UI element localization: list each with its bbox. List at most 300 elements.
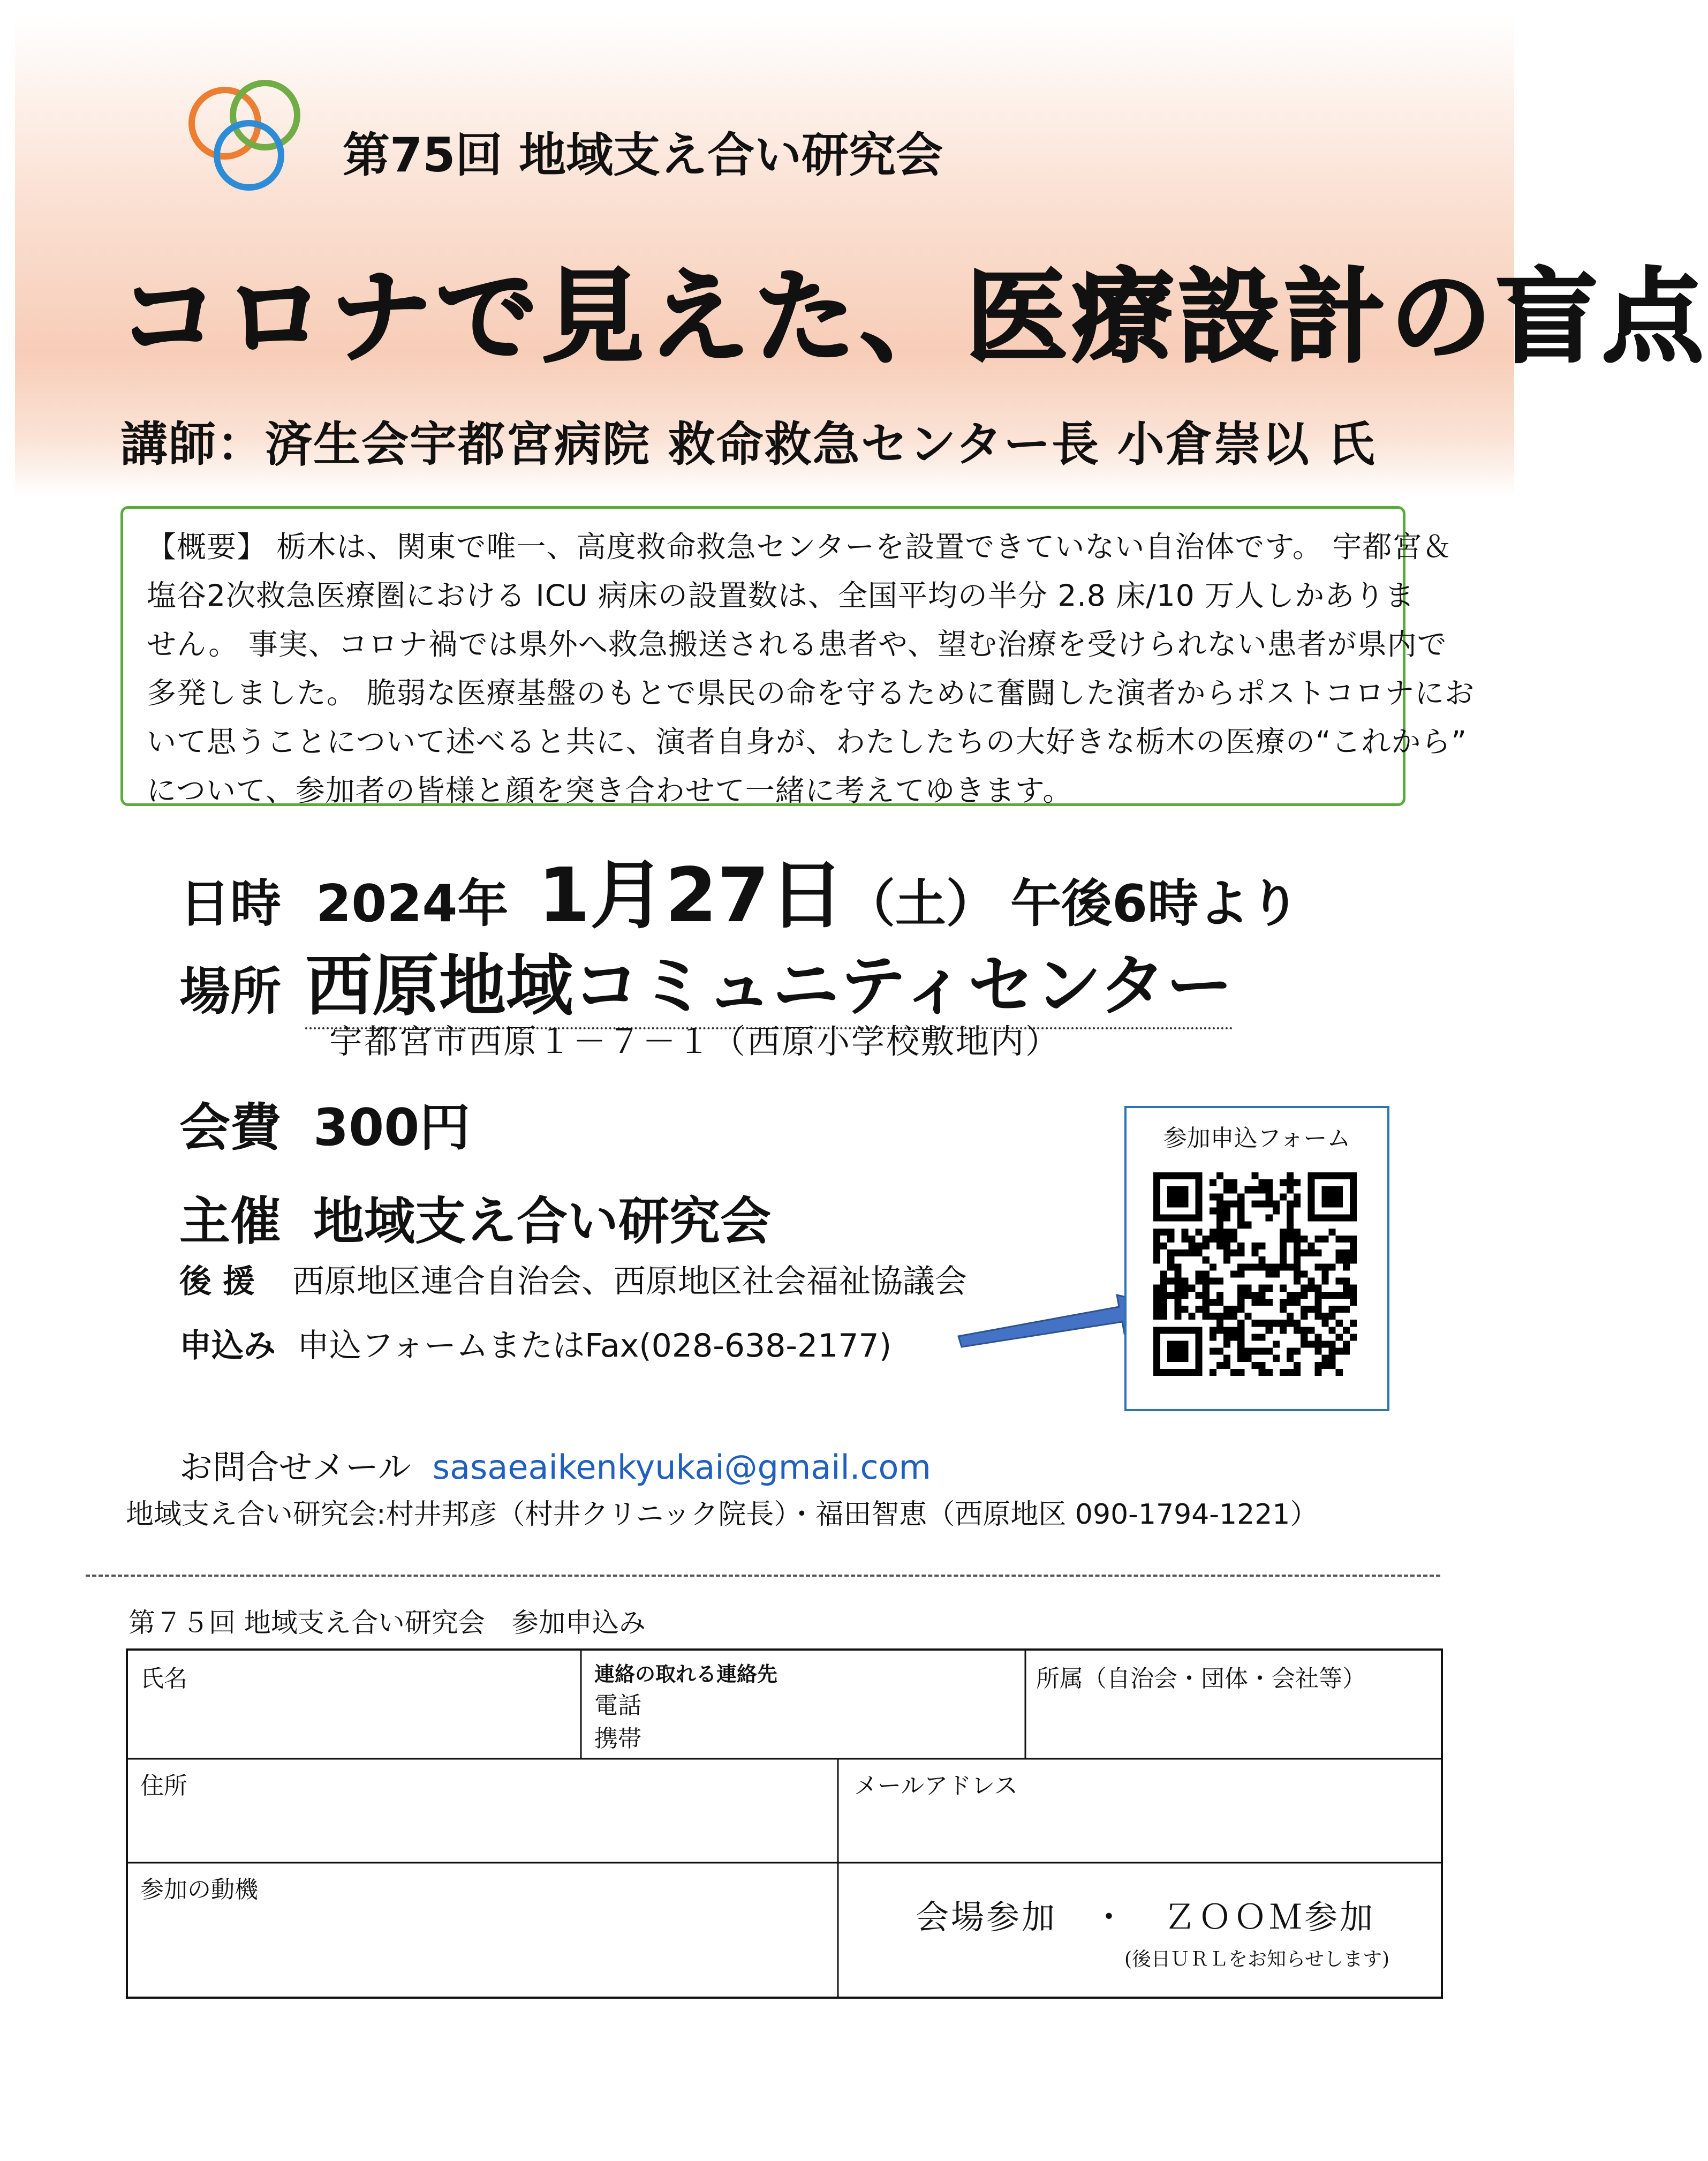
qr-module (1210, 1278, 1216, 1285)
qr-module (1167, 1278, 1174, 1285)
qr-module (1210, 1193, 1216, 1200)
qr-module (1294, 1369, 1301, 1376)
qr-module (1237, 1334, 1244, 1341)
qr-module (1153, 1299, 1160, 1306)
qr-module (1230, 1270, 1237, 1277)
qr-module (1251, 1243, 1258, 1249)
qr-module (1210, 1179, 1216, 1186)
qr-module (1343, 1292, 1350, 1299)
overview-line: について、参加者の皆様と顔を突き合わせて一緒に考えてゆきます。 (147, 773, 1073, 808)
green-circle (233, 83, 297, 147)
qr-module (1266, 1179, 1273, 1186)
qr-module (1343, 1285, 1350, 1292)
qr-module (1244, 1348, 1251, 1355)
qr-module (1230, 1200, 1237, 1207)
qr-module (1216, 1348, 1223, 1355)
qr-module (1230, 1186, 1237, 1193)
qr-module (1259, 1369, 1266, 1376)
qr-module (1153, 1292, 1160, 1299)
qr-module (1181, 1249, 1188, 1256)
qr-module (1294, 1179, 1301, 1186)
qr-module (1314, 1285, 1321, 1292)
qr-module (1294, 1256, 1301, 1263)
qr-module (1237, 1263, 1244, 1270)
qr-module (1343, 1236, 1350, 1243)
qr-module (1266, 1263, 1273, 1270)
qr-module (1287, 1320, 1294, 1327)
qr-module (1350, 1299, 1357, 1306)
event-subtitle: 第75回 地域支え合い研究会 (343, 127, 943, 183)
qr-module (1329, 1263, 1336, 1270)
qr-module (1294, 1348, 1301, 1355)
participation-options[interactable]: 会場参加 ・ ＺＯＯＭ参加 (916, 1898, 1376, 1937)
qr-module (1196, 1306, 1203, 1313)
qr-module (1321, 1263, 1328, 1270)
qr-module (1280, 1249, 1287, 1256)
qr-module (1216, 1278, 1223, 1285)
qr-module (1287, 1208, 1294, 1215)
qr-module (1223, 1256, 1230, 1263)
qr-module (1203, 1278, 1210, 1285)
cut-line (86, 1575, 1440, 1577)
qr-module (1181, 1236, 1188, 1243)
venue-name: 西原地域コミュニティセンター (305, 947, 1233, 1029)
qr-module (1321, 1362, 1328, 1369)
qr-module (1294, 1200, 1301, 1207)
qr-module (1301, 1249, 1308, 1256)
qr-module (1160, 1306, 1167, 1313)
qr-module (1350, 1285, 1357, 1292)
qr-module (1244, 1263, 1251, 1270)
qr-module (1350, 1256, 1357, 1263)
qr-module (1216, 1200, 1223, 1207)
qr-module (1216, 1222, 1223, 1229)
day: 27日 (665, 852, 844, 939)
qr-module (1294, 1236, 1301, 1243)
apply-label: 申込み (179, 1327, 276, 1365)
participation-note: (後日ＵＲＬをお知らせします) (1124, 1948, 1390, 1970)
qr-module (1321, 1236, 1328, 1243)
qr-module (1259, 1320, 1266, 1327)
qr-module (1189, 1243, 1196, 1249)
qr-code[interactable] (1153, 1172, 1357, 1376)
qr-module (1223, 1362, 1230, 1369)
qr-module (1210, 1369, 1216, 1376)
qr-module (1181, 1292, 1188, 1299)
qr-module (1266, 1348, 1273, 1355)
qr-module (1223, 1243, 1230, 1249)
qr-module (1314, 1341, 1321, 1347)
qr-module (1189, 1313, 1196, 1320)
form-motive-label: 参加の動機 (140, 1876, 258, 1903)
qr-module (1251, 1362, 1258, 1369)
qr-module (1160, 1313, 1167, 1320)
qr-module (1343, 1263, 1350, 1270)
qr-module (1167, 1249, 1174, 1256)
qr-module (1223, 1186, 1230, 1193)
qr-module (1216, 1362, 1223, 1369)
qr-module (1244, 1222, 1251, 1229)
qr-module (1259, 1256, 1266, 1263)
qr-module (1203, 1299, 1210, 1306)
qr-module (1266, 1270, 1273, 1277)
qr-module (1343, 1306, 1350, 1313)
qr-module (1280, 1179, 1287, 1186)
start-time: 午後6時より (1010, 875, 1301, 933)
qr-module (1321, 1355, 1328, 1362)
qr-module (1314, 1369, 1321, 1376)
qr-module (1336, 1306, 1343, 1313)
qr-module (1216, 1299, 1223, 1306)
form-name-label: 氏名 (140, 1665, 187, 1692)
qr-module (1266, 1327, 1273, 1334)
qr-module (1237, 1285, 1244, 1292)
qr-module (1336, 1348, 1343, 1355)
qr-label: 参加申込フォーム (1163, 1125, 1351, 1152)
qr-module (1153, 1306, 1160, 1313)
qr-module (1223, 1355, 1230, 1362)
qr-module (1174, 1285, 1181, 1292)
qr-module (1259, 1334, 1266, 1341)
qr-module (1294, 1193, 1301, 1200)
qr-module (1210, 1334, 1216, 1341)
qr-module (1237, 1327, 1244, 1334)
venue-address: 宇都宮市西原１－７－１（西原小学校敷地内） (329, 1022, 1061, 1061)
qr-module (1336, 1292, 1343, 1299)
year: 2024年 (316, 875, 509, 933)
qr-module (1314, 1313, 1321, 1320)
qr-module (1230, 1306, 1237, 1313)
qr-module (1230, 1313, 1237, 1320)
qr-module (1189, 1236, 1196, 1243)
overview-line: 【概要】 栃木は、関東で唯一、高度救命救急センターを設置できていない自治体です。 宇都宮＆ (147, 530, 1453, 564)
qr-module (1237, 1341, 1244, 1347)
qr-module (1216, 1208, 1223, 1215)
support-label: 後 援 (179, 1263, 255, 1300)
qr-module (1251, 1263, 1258, 1270)
qr-module (1174, 1249, 1181, 1256)
qr-module (1314, 1249, 1321, 1256)
qr-module (1259, 1299, 1266, 1306)
qr-module (1153, 1256, 1160, 1263)
qr-module (1273, 1200, 1280, 1207)
qr-module (1210, 1348, 1216, 1355)
qr-module (1301, 1327, 1308, 1334)
qr-module (1237, 1320, 1244, 1327)
qr-module (1336, 1278, 1343, 1285)
qr-module (1259, 1200, 1266, 1207)
qr-module (1343, 1249, 1350, 1256)
qr-module (1350, 1292, 1357, 1299)
qr-module (1216, 1172, 1223, 1179)
qr-module (1244, 1285, 1251, 1292)
qr-module (1343, 1348, 1350, 1355)
qr-module (1280, 1193, 1287, 1200)
qr-module (1174, 1263, 1181, 1270)
qr-module (1273, 1355, 1280, 1362)
qr-module (1160, 1270, 1167, 1277)
qr-module (1174, 1306, 1181, 1313)
qr-module (1216, 1243, 1223, 1249)
apply-method: 申込フォームまたはFax(028-638-2177) (297, 1327, 892, 1365)
qr-module (1216, 1229, 1223, 1236)
form-title: 第７５回 地域支え合い研究会 参加申込み (129, 1607, 646, 1638)
qr-module (1273, 1263, 1280, 1270)
event-main-title: コロナで見えた、医療設計の盲点 (118, 258, 1708, 377)
qr-module (1329, 1348, 1336, 1355)
qr-module (1181, 1229, 1188, 1236)
qr-module (1287, 1292, 1294, 1299)
form-phone-label: 電話 (594, 1692, 641, 1719)
qr-module (1251, 1320, 1258, 1327)
qr-module (1287, 1369, 1294, 1376)
qr-module (1308, 1306, 1314, 1313)
qr-module (1160, 1278, 1167, 1285)
speaker-line: 講師：済生会宇都宮病院 救命救急センター長 小倉崇以 氏 (120, 417, 1376, 472)
overview-line: せん。 事実、コロナ禍では県外へ救急搬送される患者や、望む治療を受けられない患者が県内で (147, 627, 1447, 661)
qr-module (1203, 1306, 1210, 1313)
qr-module (1237, 1243, 1244, 1249)
qr-module (1266, 1299, 1273, 1306)
qr-module (1308, 1278, 1314, 1285)
qr-module (1237, 1215, 1244, 1222)
qr-module (1301, 1270, 1308, 1277)
qr-module (1350, 1320, 1357, 1327)
qr-module (1230, 1179, 1237, 1186)
qr-module (1203, 1270, 1210, 1277)
qr-module (1223, 1249, 1230, 1256)
qr-module (1259, 1243, 1266, 1249)
qr-module (1266, 1285, 1273, 1292)
qr-module (1167, 1229, 1174, 1236)
qr-module (1251, 1172, 1258, 1179)
qr-module (1153, 1249, 1160, 1256)
qr-module (1314, 1263, 1321, 1270)
organizer-label: 主催 (179, 1192, 282, 1251)
qr-module (1237, 1208, 1244, 1215)
qr-module (1329, 1292, 1336, 1299)
qr-module (1273, 1208, 1280, 1215)
overview-line: 多発しました。 脆弱な医療基盤のもとで県民の命を守るために奮闘した演者からポストコロナにお (147, 676, 1475, 710)
qr-module (1223, 1327, 1230, 1334)
qr-module (1167, 1236, 1174, 1243)
qr-module (1294, 1362, 1301, 1369)
qr-module (1160, 1229, 1167, 1236)
qr-module (1301, 1292, 1308, 1299)
overview-line: 塩谷2次救急医療圏における ICU 病床の設置数は、全国平均の半分 2.8 床/10 万人しかありま (147, 578, 1415, 613)
form-mobile-label: 携帯 (594, 1725, 641, 1752)
qr-module (1259, 1348, 1266, 1355)
month: 1月 (538, 852, 666, 939)
qr-module (1266, 1369, 1273, 1376)
qr-module (1280, 1285, 1287, 1292)
qr-module (1294, 1327, 1301, 1334)
qr-module (1294, 1292, 1301, 1299)
qr-module (1266, 1215, 1273, 1222)
form-email-label: メールアドレス (854, 1772, 1018, 1799)
qr-module (1294, 1320, 1301, 1327)
qr-module (1314, 1306, 1321, 1313)
qr-module (1230, 1236, 1237, 1243)
qr-module (1223, 1341, 1230, 1347)
qr-module (1280, 1263, 1287, 1270)
qr-module (1314, 1362, 1321, 1369)
qr-module (1160, 1243, 1167, 1249)
qr-module (1280, 1369, 1287, 1376)
qr-module (1287, 1348, 1294, 1355)
qr-module (1216, 1327, 1223, 1334)
qr-module (1259, 1362, 1266, 1369)
qr-module (1294, 1249, 1301, 1256)
qr-module (1210, 1263, 1216, 1270)
qr-module (1237, 1292, 1244, 1299)
qr-module (1196, 1243, 1203, 1249)
qr-module (1336, 1369, 1343, 1376)
qr-module (1314, 1236, 1321, 1243)
qr-module (1210, 1313, 1216, 1320)
qr-module (1223, 1229, 1230, 1236)
qr-module (1251, 1348, 1258, 1355)
qr-module (1174, 1313, 1181, 1320)
qr-module (1244, 1186, 1251, 1193)
qr-module (1210, 1229, 1216, 1236)
qr-finder (1321, 1186, 1342, 1207)
qr-module (1287, 1186, 1294, 1193)
qr-finder (1167, 1341, 1188, 1361)
form-address-label: 住所 (140, 1772, 187, 1799)
qr-module (1287, 1263, 1294, 1270)
qr-module (1251, 1334, 1258, 1341)
qr-code-box[interactable] (1124, 1106, 1389, 1411)
contact-mail-row (179, 1441, 931, 1488)
qr-module (1196, 1292, 1203, 1299)
qr-module (1287, 1229, 1294, 1236)
qr-module (1216, 1320, 1223, 1327)
qr-module (1203, 1236, 1210, 1243)
qr-module (1336, 1236, 1343, 1243)
qr-module (1223, 1313, 1230, 1320)
venue-row (179, 932, 1233, 1028)
fee-amount: 300円 (313, 1098, 471, 1157)
qr-module (1259, 1179, 1266, 1186)
qr-module (1237, 1348, 1244, 1355)
qr-module (1223, 1334, 1230, 1341)
circles-logo (185, 78, 308, 195)
qr-module (1153, 1285, 1160, 1292)
qr-module (1336, 1334, 1343, 1341)
qr-module (1251, 1299, 1258, 1306)
qr-module (1321, 1320, 1328, 1327)
qr-module (1223, 1215, 1230, 1222)
qr-module (1266, 1186, 1273, 1193)
qr-module (1336, 1320, 1343, 1327)
qr-module (1287, 1313, 1294, 1320)
qr-module (1273, 1270, 1280, 1277)
qr-module (1203, 1243, 1210, 1249)
qr-module (1210, 1236, 1216, 1243)
qr-module (1210, 1327, 1216, 1334)
qr-module (1237, 1200, 1244, 1207)
qr-module (1237, 1193, 1244, 1200)
qr-module (1174, 1270, 1181, 1277)
contact-email-link[interactable]: sasaeaikenkyukai@gmail.com (432, 1448, 931, 1487)
qr-module (1259, 1292, 1266, 1299)
qr-module (1216, 1193, 1223, 1200)
qr-module (1237, 1369, 1244, 1376)
qr-module (1350, 1249, 1357, 1256)
support-row (179, 1256, 967, 1302)
qr-module (1329, 1362, 1336, 1369)
qr-module (1329, 1327, 1336, 1334)
apply-row (179, 1320, 891, 1366)
qr-module (1280, 1229, 1287, 1236)
qr-module (1174, 1292, 1181, 1299)
qr-module (1301, 1306, 1308, 1313)
qr-module (1321, 1270, 1328, 1277)
qr-module (1321, 1278, 1328, 1285)
qr-module (1329, 1229, 1336, 1236)
qr-module (1329, 1306, 1336, 1313)
qr-module (1230, 1327, 1237, 1334)
organizer-name: 地域支え合い研究会 (313, 1192, 772, 1251)
qr-module (1343, 1341, 1350, 1347)
qr-module (1294, 1229, 1301, 1236)
qr-module (1294, 1270, 1301, 1277)
qr-module (1196, 1270, 1203, 1277)
qr-module (1259, 1186, 1266, 1193)
qr-module (1321, 1341, 1328, 1347)
qr-module (1153, 1243, 1160, 1249)
qr-module (1251, 1249, 1258, 1256)
contact-people: 地域支え合い研究会:村井邦彦（村井クリニック院長）・福田智恵（西原地区 090-1794-1221） (126, 1499, 1318, 1531)
qr-module (1301, 1285, 1308, 1292)
qr-module (1203, 1256, 1210, 1263)
qr-module (1287, 1215, 1294, 1222)
overview-text (147, 523, 1475, 815)
qr-module (1350, 1243, 1357, 1249)
qr-module (1280, 1299, 1287, 1306)
qr-module (1343, 1278, 1350, 1285)
qr-module (1251, 1200, 1258, 1207)
overview-box (120, 506, 1475, 808)
qr-module (1280, 1256, 1287, 1263)
qr-module (1251, 1292, 1258, 1299)
qr-module (1287, 1179, 1294, 1186)
qr-module (1203, 1292, 1210, 1299)
qr-module (1287, 1172, 1294, 1179)
qr-module (1259, 1263, 1266, 1270)
qr-module (1343, 1327, 1350, 1334)
qr-module (1210, 1299, 1216, 1306)
qr-module (1244, 1355, 1251, 1362)
qr-module (1321, 1292, 1328, 1299)
fee-label: 会費 (179, 1098, 282, 1157)
qr-module (1329, 1341, 1336, 1347)
qr-module (1237, 1306, 1244, 1313)
qr-module (1230, 1249, 1237, 1256)
qr-module (1350, 1236, 1357, 1243)
qr-module (1216, 1313, 1223, 1320)
qr-module (1287, 1200, 1294, 1207)
qr-module (1181, 1278, 1188, 1285)
qr-module (1301, 1313, 1308, 1320)
qr-module (1294, 1278, 1301, 1285)
qr-module (1280, 1243, 1287, 1249)
qr-module (1189, 1249, 1196, 1256)
qr-module (1294, 1243, 1301, 1249)
qr-module (1160, 1299, 1167, 1306)
qr-module (1314, 1334, 1321, 1341)
